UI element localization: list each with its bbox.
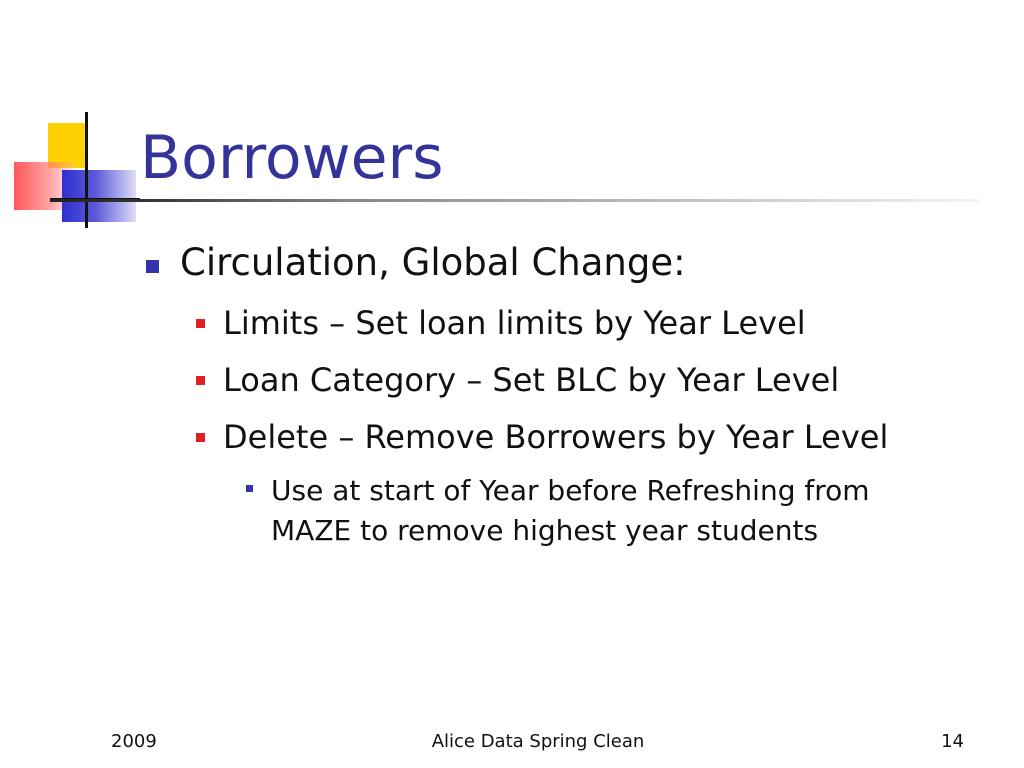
square-bullet-icon bbox=[246, 485, 253, 492]
footer-title: Alice Data Spring Clean bbox=[431, 731, 645, 752]
slide-title: Borrowers bbox=[140, 123, 444, 193]
bullet-level2 bbox=[196, 302, 806, 344]
bullet-text: Delete – Remove Borrowers by Year Level bbox=[223, 418, 889, 456]
footer-year: 2009 bbox=[111, 731, 157, 752]
bullet-level2 bbox=[196, 416, 888, 458]
bullet-text: Loan Category – Set BLC by Year Level bbox=[223, 361, 840, 399]
bullet-level1 bbox=[146, 238, 686, 288]
blue-square bbox=[62, 170, 136, 222]
bullet-level3 bbox=[246, 471, 946, 551]
page-number: 14 bbox=[941, 731, 964, 752]
decorative-squares-logo bbox=[0, 0, 150, 240]
bullet-level2 bbox=[196, 359, 839, 401]
bullet-text: Circulation, Global Change: bbox=[180, 241, 686, 284]
square-bullet-icon bbox=[196, 319, 205, 328]
square-bullet-icon bbox=[146, 260, 159, 273]
bullet-text: Use at start of Year before Refreshing from MAZE to remove highest year students bbox=[271, 474, 870, 547]
bullet-text: Limits – Set loan limits by Year Level bbox=[223, 304, 806, 342]
vertical-line bbox=[85, 112, 88, 228]
square-bullet-icon bbox=[196, 376, 205, 385]
square-bullet-icon bbox=[196, 433, 205, 442]
title-underline bbox=[50, 199, 980, 202]
